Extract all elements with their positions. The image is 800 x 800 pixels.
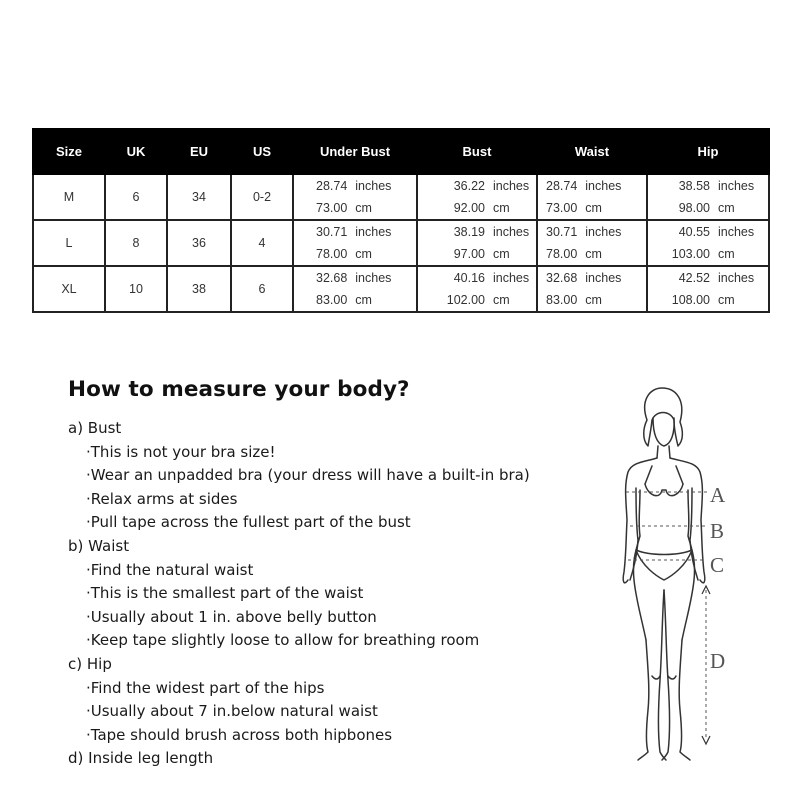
unit: cm bbox=[585, 247, 602, 261]
cell-bust bbox=[417, 266, 537, 312]
unit: inches bbox=[355, 179, 392, 193]
unit: inches bbox=[585, 225, 622, 239]
cell-eu: 36 bbox=[167, 220, 231, 266]
unit: cm bbox=[585, 293, 602, 307]
value: 40.16 bbox=[453, 271, 485, 285]
cell-hip bbox=[647, 220, 769, 266]
guide-item: ·Find the natural waist bbox=[86, 560, 254, 579]
value: 92.00 bbox=[453, 201, 485, 215]
arrow-down-icon bbox=[702, 736, 710, 744]
cell-size: L bbox=[33, 220, 105, 266]
value: 32.68 bbox=[546, 271, 578, 285]
section-label-bust: a) Bust bbox=[68, 419, 122, 437]
unit: inches bbox=[585, 271, 622, 285]
header-us: US bbox=[231, 129, 293, 174]
header-eu: EU bbox=[167, 129, 231, 174]
value: 40.55 bbox=[678, 225, 710, 239]
section-label-waist: b) Waist bbox=[68, 536, 130, 555]
value: 36.22 bbox=[453, 179, 485, 193]
value: 28.74 bbox=[546, 179, 578, 193]
cell-size: M bbox=[33, 174, 105, 220]
guide-item: ·This is not your bra size! bbox=[86, 442, 276, 461]
cell-bust bbox=[417, 220, 537, 266]
guide-item: ·Keep tape slightly loose to allow for breathing room bbox=[86, 631, 480, 650]
unit: cm bbox=[718, 247, 735, 261]
unit: cm bbox=[355, 201, 372, 215]
cell-hip bbox=[647, 266, 769, 312]
unit: inches bbox=[493, 271, 530, 285]
guide-item: ·Tape should brush across both hipbones bbox=[86, 725, 393, 744]
unit: cm bbox=[718, 293, 735, 307]
header-hip: Hip bbox=[647, 129, 769, 174]
header-uk: UK bbox=[105, 129, 167, 174]
value: 108.00 bbox=[671, 293, 710, 307]
cell-bust bbox=[417, 174, 537, 220]
label-a: A bbox=[710, 483, 726, 507]
table-header-row bbox=[33, 129, 769, 174]
unit: cm bbox=[718, 201, 735, 215]
label-d: D bbox=[710, 649, 726, 673]
cell-us: 0-2 bbox=[231, 174, 293, 220]
measurement-lines bbox=[626, 492, 708, 740]
measurement-labels bbox=[710, 483, 726, 673]
cell-waist bbox=[537, 174, 647, 220]
unit: inches bbox=[585, 179, 622, 193]
guide-item: ·Usually about 1 in. above belly button bbox=[86, 607, 377, 626]
measurement-guide bbox=[68, 373, 588, 771]
cell-under-bust bbox=[293, 174, 417, 220]
header-waist: Waist bbox=[537, 129, 647, 174]
unit: cm bbox=[493, 293, 510, 307]
cell-waist bbox=[537, 220, 647, 266]
cell-under-bust bbox=[293, 266, 417, 312]
guide-item: ·Relax arms at sides bbox=[86, 489, 238, 508]
value: 78.00 bbox=[546, 247, 578, 261]
unit: inches bbox=[718, 271, 755, 285]
unit: inches bbox=[355, 271, 392, 285]
cell-uk: 6 bbox=[105, 174, 167, 220]
guide-title: How to measure your body? bbox=[68, 377, 410, 402]
cell-waist bbox=[537, 266, 647, 312]
guide-item: ·Find the widest part of the hips bbox=[86, 678, 325, 697]
value: 97.00 bbox=[453, 247, 485, 261]
value: 38.19 bbox=[453, 225, 485, 239]
cell-uk: 10 bbox=[105, 266, 167, 312]
cell-under-bust bbox=[293, 220, 417, 266]
value: 38.58 bbox=[678, 179, 710, 193]
value: 42.52 bbox=[678, 271, 710, 285]
value: 30.71 bbox=[546, 225, 578, 239]
unit: cm bbox=[493, 201, 510, 215]
header-under-bust: Under Bust bbox=[293, 129, 417, 174]
value: 32.68 bbox=[316, 271, 348, 285]
value: 73.00 bbox=[316, 201, 348, 215]
value: 83.00 bbox=[546, 293, 578, 307]
cell-eu: 34 bbox=[167, 174, 231, 220]
unit: inches bbox=[493, 225, 530, 239]
table-row bbox=[33, 220, 769, 266]
guide-item: ·Usually about 7 in.below natural waist bbox=[86, 702, 378, 721]
section-label-inside-leg: d) Inside leg length bbox=[68, 749, 214, 768]
unit: cm bbox=[355, 293, 372, 307]
unit: inches bbox=[718, 225, 755, 239]
cell-size: XL bbox=[33, 266, 105, 312]
value: 30.71 bbox=[316, 225, 348, 239]
value: 103.00 bbox=[671, 247, 710, 261]
value: 73.00 bbox=[546, 201, 578, 215]
unit: inches bbox=[355, 225, 392, 239]
table-row bbox=[33, 174, 769, 220]
value: 28.74 bbox=[316, 179, 348, 193]
cell-us: 6 bbox=[231, 266, 293, 312]
guide-item: ·This is the smallest part of the waist bbox=[86, 584, 364, 603]
unit: inches bbox=[718, 179, 755, 193]
body-measurement-figure bbox=[600, 380, 800, 790]
value: 98.00 bbox=[678, 201, 710, 215]
section-label-hip: c) Hip bbox=[68, 654, 112, 673]
cell-hip bbox=[647, 174, 769, 220]
label-c: C bbox=[710, 553, 725, 577]
guide-item: ·Pull tape across the fullest part of the bust bbox=[86, 513, 411, 532]
guide-item: ·Wear an unpadded bra (your dress will have a built-in bra) bbox=[86, 466, 530, 485]
unit: cm bbox=[585, 201, 602, 215]
size-chart-table bbox=[32, 128, 770, 313]
body-outline bbox=[623, 388, 705, 760]
table-row bbox=[33, 266, 769, 312]
value: 102.00 bbox=[446, 293, 485, 307]
value: 78.00 bbox=[316, 247, 348, 261]
unit: cm bbox=[493, 247, 510, 261]
unit: cm bbox=[355, 247, 372, 261]
cell-eu: 38 bbox=[167, 266, 231, 312]
value: 83.00 bbox=[316, 293, 348, 307]
label-b: B bbox=[710, 519, 725, 543]
header-bust: Bust bbox=[417, 129, 537, 174]
cell-uk: 8 bbox=[105, 220, 167, 266]
header-size: Size bbox=[33, 129, 105, 174]
cell-us: 4 bbox=[231, 220, 293, 266]
unit: inches bbox=[493, 179, 530, 193]
